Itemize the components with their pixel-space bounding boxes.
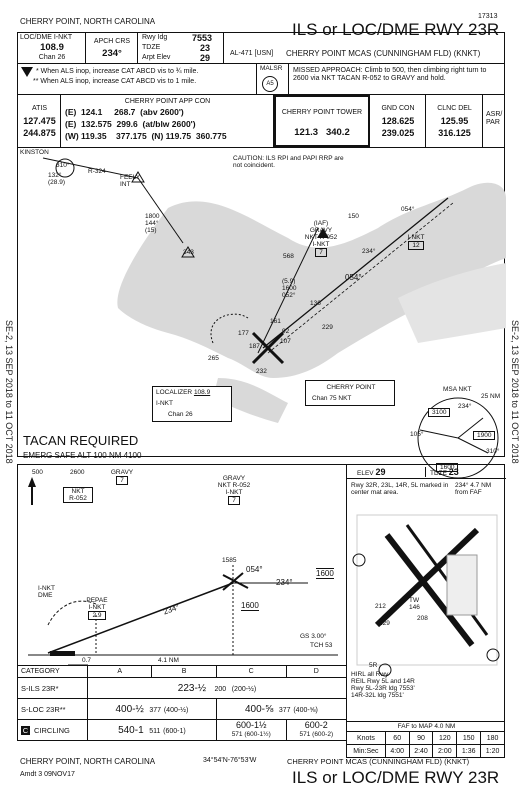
tdze-label-diag: TDZE 23 xyxy=(425,467,459,477)
briefing-strip xyxy=(17,32,505,64)
app-row-1: (E) 124.1 268.7 (abv 2600') xyxy=(65,107,184,117)
msa-105: 105° xyxy=(410,431,424,438)
atis-label: ATIS xyxy=(31,105,48,112)
elev-161: 161 xyxy=(270,318,281,325)
time-180: 1:20 xyxy=(481,745,505,758)
clnc-1: 125.95 xyxy=(440,116,469,126)
time-60: 4:00 xyxy=(385,745,409,758)
al-text: AL-471 [USN] xyxy=(230,50,274,57)
timing-table xyxy=(346,731,505,758)
elev-343: 343 xyxy=(183,249,194,256)
loc-ab-minimums: 400-½ 377 (400-½) xyxy=(88,699,217,720)
apch-crs-label: APCH CRS xyxy=(93,38,131,45)
gnd-1: 128.625 xyxy=(381,116,415,126)
loc-label-row: S-LOC 23R** xyxy=(18,699,88,720)
mini-2600: 2600 xyxy=(70,469,85,476)
caution-note: CAUTION: ILS RPI and PAPI RRP are not coincident. xyxy=(233,155,344,169)
tacan-required: TACAN REQUIRED xyxy=(23,433,139,448)
tacan-box: CHERRY POINT Chan 75 NKT xyxy=(305,380,395,406)
rwy-ldg: 7553 xyxy=(192,33,213,43)
col-d: D xyxy=(286,666,346,678)
knots-90: 90 xyxy=(409,732,433,745)
alt-1600-right: 1600 xyxy=(316,569,334,578)
msa-nm: 25 NM xyxy=(481,393,501,400)
app-row-2: (E) 132.575 299.6 (at/blw 2600') xyxy=(65,119,196,129)
time-90: 2:40 xyxy=(409,745,433,758)
rwy-note: Rwy 32R, 23L, 14R, 5L marked in center mat area. xyxy=(351,482,449,496)
profile-view xyxy=(17,464,347,666)
elev-129: 129 xyxy=(379,620,390,627)
airport-name-top: CHERRY POINT MCAS (CUNNINGHAM FLD) (KNKT) xyxy=(286,49,481,58)
comms-strip xyxy=(17,94,505,148)
atis-1: 127.475 xyxy=(23,116,56,126)
c-icon: C xyxy=(22,725,29,735)
circ-label: C CIRCLING xyxy=(18,720,88,741)
time-120: 2:00 xyxy=(433,745,457,758)
elev-150: 150 xyxy=(348,213,359,220)
arpt-elev-label: Arpt Elev xyxy=(142,54,171,61)
missed-approach: MISSED APPROACH: Climb to 500, then climbing right turn to 2600 via NKT TACAN R-052 to GRAVY and hold. xyxy=(293,67,487,82)
footer-title: ILS or LOC/DME RWY 23R xyxy=(292,768,500,787)
elev-136: 136 xyxy=(310,300,321,307)
footer-amdt: Amdt 3 09NOV17 xyxy=(20,771,75,778)
tw-label: TW 146 xyxy=(409,597,420,611)
crs-234-profile: 234° xyxy=(276,578,293,587)
knots-180: 180 xyxy=(481,732,505,745)
col-c: C xyxy=(216,666,286,678)
minimums-table xyxy=(17,665,347,741)
crs-234: 234° xyxy=(362,248,376,255)
tdze: 23 xyxy=(200,43,211,53)
knots-label: Knots xyxy=(347,732,386,745)
apch-crs: 234° xyxy=(102,48,122,59)
gnd-label: GND CON xyxy=(381,105,415,112)
note-1: * When ALS inop, increase CAT ABCD vis to ¾ mile. xyxy=(36,68,199,75)
tch: TCH 53 xyxy=(310,642,333,649)
msa-234: 234° xyxy=(458,403,472,410)
rwy-ldg-label: Rwy Idg xyxy=(142,34,168,41)
elev-187: 187 xyxy=(249,343,260,350)
tdze-label: TDZE xyxy=(142,44,161,51)
knots-120: 120 xyxy=(433,732,457,745)
note-2: ** When ALS inop, increase CAT ABCD vis to 1 mile. xyxy=(33,78,197,85)
tower-freq: 121.3 340.2 xyxy=(294,127,350,138)
loc-chan: Chan 26 xyxy=(38,54,66,61)
rwy-5r: 5R xyxy=(369,662,378,669)
page-title: ILS or LOC/DME RWY 23R xyxy=(292,20,500,39)
runway-diagram xyxy=(347,505,506,685)
tower-label: CHERRY POINT TOWER xyxy=(281,109,363,116)
alt-1600-lower: 1600 xyxy=(241,601,259,610)
chart-number: 17313 xyxy=(478,13,498,20)
minsec-label: Min:Sec xyxy=(347,745,386,758)
elev-212: 212 xyxy=(375,603,386,610)
kinston-nums: 132° (28.9) xyxy=(48,172,65,186)
notes-strip xyxy=(17,63,505,95)
kinston-label: KINSTON xyxy=(20,149,49,156)
emerg-safe-alt: EMERG SAFE ALT 100 NM 4100 xyxy=(23,451,142,460)
elev-265: 265 xyxy=(208,355,219,362)
footer-airport: CHERRY POINT MCAS (CUNNINGHAM FLD) (KNKT) xyxy=(287,757,470,766)
loc-label: LOC/DME I-NKT xyxy=(20,34,73,41)
col-a: A xyxy=(88,666,152,678)
malsr-label: MALSR xyxy=(260,65,283,72)
alt-1585: 1585 xyxy=(222,557,237,564)
crs-054-main: 054° xyxy=(345,273,362,282)
r324-label: R-324 xyxy=(88,168,106,175)
dist-07: 0.7 xyxy=(82,657,92,664)
inkt-dme: I-NKT DME xyxy=(38,585,55,599)
knots-60: 60 xyxy=(385,732,409,745)
circ-c-minimums: 600-1½ 571 (600-1½) xyxy=(216,720,286,741)
loc-freq: 108.9 xyxy=(40,42,64,53)
pepae-fix: PEPAE I-NKT 2.9 xyxy=(86,597,108,619)
side-date-right: SE-2, 13 SEP 2018 to 11 OCT 2018 xyxy=(510,320,520,464)
msa-310: 310° xyxy=(486,448,500,455)
msa-1600: 1600 xyxy=(436,463,458,472)
side-date-left: SE-2, 13 SEP 2018 to 11 OCT 2018 xyxy=(4,320,14,464)
circ-d-minimums: 600-2 571 (600-2) xyxy=(286,720,346,741)
crs-054-profile: 054° xyxy=(246,565,263,574)
elev-label: ELEV 29 xyxy=(357,467,386,477)
arpt-elev: 29 xyxy=(200,53,211,63)
footer-location: CHERRY POINT, NORTH CAROLINA xyxy=(20,757,156,766)
elev-92: 92 xyxy=(282,328,290,335)
msa-1900: 1900 xyxy=(473,431,495,440)
hirl: HIRL all Rwy REIL Rwy 5L and 14R Rwy 5L-23R ldg 7553' 14R-32L ldg 7551' xyxy=(351,671,415,699)
knots-150: 150 xyxy=(457,732,481,745)
gs-angle: GS 3.00° xyxy=(300,633,327,640)
app-con-label: CHERRY POINT APP CON xyxy=(124,98,211,105)
faf-note: 234° 4.7 NM from FAF xyxy=(455,482,492,496)
airport-diagram xyxy=(346,464,505,722)
elev-107: 107 xyxy=(280,338,291,345)
gnd-2: 239.025 xyxy=(381,128,415,138)
inkt-right: I-NKT 12 xyxy=(407,234,425,249)
ils-label: S-ILS 23R* xyxy=(18,678,88,699)
mini-gravy: GRAVY 7 xyxy=(110,469,134,484)
col-b: B xyxy=(152,666,216,678)
gravy-fix: (IAF) GRAVY NKT R-052 I-NKT 7 xyxy=(304,220,338,256)
time-150: 1:36 xyxy=(457,745,481,758)
clnc-label: CLNC DEL xyxy=(437,105,472,112)
plan-view xyxy=(17,147,505,471)
ils-minimums: 223-½ 200 (200-½) xyxy=(88,678,347,699)
feely-label: FEELY INT xyxy=(120,174,140,188)
crs-234-slope: 234° xyxy=(161,602,181,617)
elev-177: 177 xyxy=(238,330,249,337)
crs-054-upper: 054° xyxy=(401,206,415,213)
elev-568: 568 xyxy=(283,253,294,260)
footer-coords: 34°54'N-76°53'W xyxy=(203,757,257,764)
col-category: CATEGORY xyxy=(18,666,88,678)
localizer-box: LOCALIZER 108.9 I-NKT Chan 26 xyxy=(152,386,232,422)
atis-2: 244.875 xyxy=(23,128,56,138)
circ-ab-minimums: 540-1 511 (600-1) xyxy=(88,720,217,741)
mini-500: 500 xyxy=(32,469,43,476)
app-row-3: (W) 119.35 377.175 (N) 119.75 360.775 xyxy=(65,131,227,141)
dist-41: 4.1 NM xyxy=(158,657,179,664)
kinston-rad: 310° xyxy=(56,162,70,169)
leg-1800: 1800 144° (15) xyxy=(145,213,160,234)
elev-232: 232 xyxy=(256,368,267,375)
note-triangle-icon xyxy=(21,67,33,77)
msa-3100: 3100 xyxy=(428,408,450,417)
clnc-2: 316.125 xyxy=(438,128,471,138)
loc-cd-minimums: 400-⅝ 377 (400-⅝) xyxy=(216,699,346,720)
mini-nkt: NKT R-052 xyxy=(63,487,93,503)
elev-229: 229 xyxy=(322,324,333,331)
location-top: CHERRY POINT, NORTH CAROLINA xyxy=(20,17,156,26)
profile-gravy: GRAVY NKT R-052 I-NKT 7 xyxy=(217,475,251,504)
asr-label: ASR/ PAR xyxy=(486,111,503,126)
msa-label: MSA NKT xyxy=(443,386,472,393)
seg-feeder: (5.9) 1600 052° xyxy=(282,278,297,299)
faf-map-label: FAF to MAP 4.0 NM xyxy=(346,721,505,732)
elev-208: 208 xyxy=(417,615,428,622)
malsr-icon: A5 xyxy=(262,76,278,92)
